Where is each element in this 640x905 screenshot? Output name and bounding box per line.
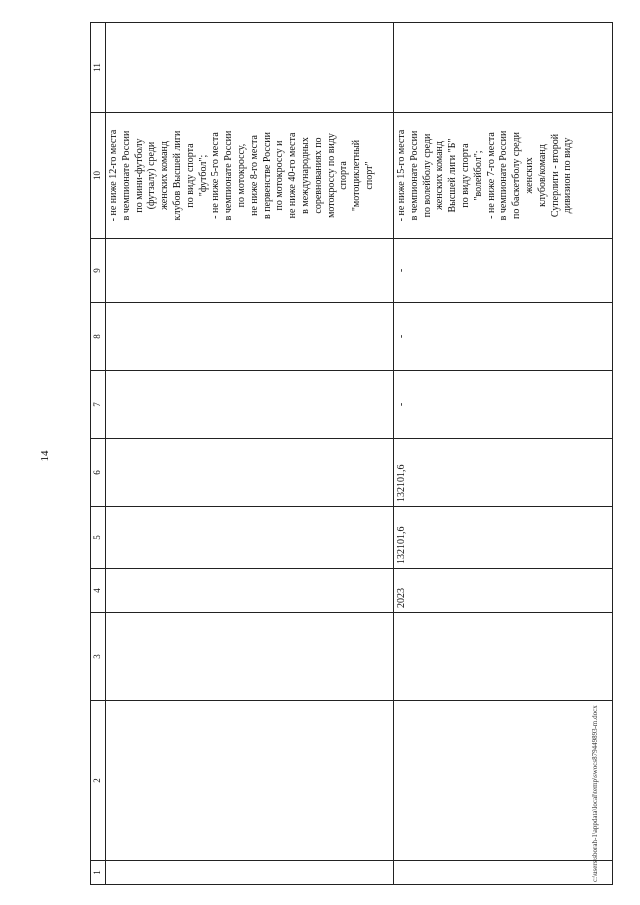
criteria-line: - не ниже 5-го места — [210, 132, 222, 219]
header-cell: 10 — [91, 113, 106, 239]
criteria-line: клубов Высшей лиги — [171, 130, 183, 221]
table-row — [106, 23, 394, 885]
header-cell: 11 — [91, 23, 106, 113]
page-number: 14 — [39, 450, 51, 462]
file-path-footer: c:\users\sborah-1\appdata\local\temp\swocs879449893-m.docx — [591, 705, 599, 882]
header-cell: 5 — [91, 507, 106, 569]
criteria-line: в первенстве России — [261, 131, 273, 220]
criteria-line: мотокроссу по виду — [325, 133, 337, 218]
criteria-line: по виду спорта — [459, 143, 471, 208]
criteria-line: "волейбол"; — [472, 150, 484, 201]
criteria-line: в чемпионате России — [120, 130, 132, 221]
header-cell: 9 — [91, 239, 106, 303]
criteria-line: спорта — [338, 161, 350, 190]
criteria-line: по мотокроссу и — [274, 140, 286, 211]
criteria-line: по мотокроссу, — [235, 143, 247, 208]
criteria-line: по волейболу среди — [421, 133, 433, 218]
table-row — [394, 23, 613, 885]
criteria-line: (футзалу) среди — [146, 141, 158, 210]
header-cell: 8 — [91, 303, 106, 371]
criteria-line: спорт" — [363, 161, 375, 190]
header-cell: 4 — [91, 569, 106, 613]
table-cell — [106, 701, 394, 861]
table-cell — [106, 507, 394, 569]
table-cell — [394, 861, 613, 885]
criteria-line: женских — [523, 157, 535, 194]
amount-cell: 132101,6 — [394, 439, 613, 507]
criteria-line: Суперлиги - второй — [549, 133, 561, 218]
table-cell — [106, 303, 394, 371]
header-cell: 6 — [91, 439, 106, 507]
criteria-line: соревнованиях по — [312, 137, 324, 214]
amount-cell: 132101,6 — [394, 507, 613, 569]
table-cell — [394, 613, 613, 701]
rotated-table-container — [90, 23, 613, 885]
table-cell — [106, 861, 394, 885]
table-cell — [106, 239, 394, 303]
table-cell — [106, 371, 394, 439]
criteria-line: в международных — [299, 137, 311, 214]
criteria-line: в чемпионате России — [223, 130, 235, 221]
criteria-line: не ниже 40-го места — [287, 132, 299, 219]
dash-cell: - — [394, 239, 613, 303]
header-cell: 3 — [91, 613, 106, 701]
year-cell: 2023 — [394, 569, 613, 613]
criteria-line: дивизион по виду — [562, 137, 574, 214]
criteria-line: - не ниже 7-го места — [485, 132, 497, 219]
criteria-line: "футбол"; — [197, 154, 209, 197]
table-cell — [106, 439, 394, 507]
criteria-line: "мотоциклетный — [351, 139, 363, 212]
header-cell: 7 — [91, 371, 106, 439]
header-cell: 1 — [91, 861, 106, 885]
table-cell — [106, 23, 394, 113]
criteria-cell — [106, 113, 394, 239]
criteria-line: не ниже 8-го места — [248, 135, 260, 216]
dash-cell: - — [394, 303, 613, 371]
criteria-line: по виду спорта — [184, 143, 196, 208]
table-cell — [106, 569, 394, 613]
criteria-cell — [394, 113, 613, 239]
criteria-line: женских команд — [159, 141, 171, 211]
criteria-line: - не ниже 12-го места — [108, 129, 119, 222]
data-table — [90, 22, 613, 885]
criteria-line: женских команд — [434, 141, 446, 211]
table-cell — [394, 23, 613, 113]
criteria-line: Высшей лиги "Б" — [447, 138, 459, 213]
dash-cell: - — [394, 371, 613, 439]
table-cell — [106, 613, 394, 701]
table-cell — [394, 701, 613, 861]
header-cell: 2 — [91, 701, 106, 861]
criteria-line: по мини-футболу — [133, 138, 145, 213]
criteria-line: - не ниже 15-го места — [396, 129, 407, 222]
criteria-line: клубов/команд — [536, 144, 548, 207]
header-row — [91, 23, 106, 885]
criteria-line: в чемпионате России — [498, 130, 510, 221]
criteria-line: в чемпионате России — [408, 130, 420, 221]
criteria-line: по баскетболу среди — [511, 132, 523, 219]
